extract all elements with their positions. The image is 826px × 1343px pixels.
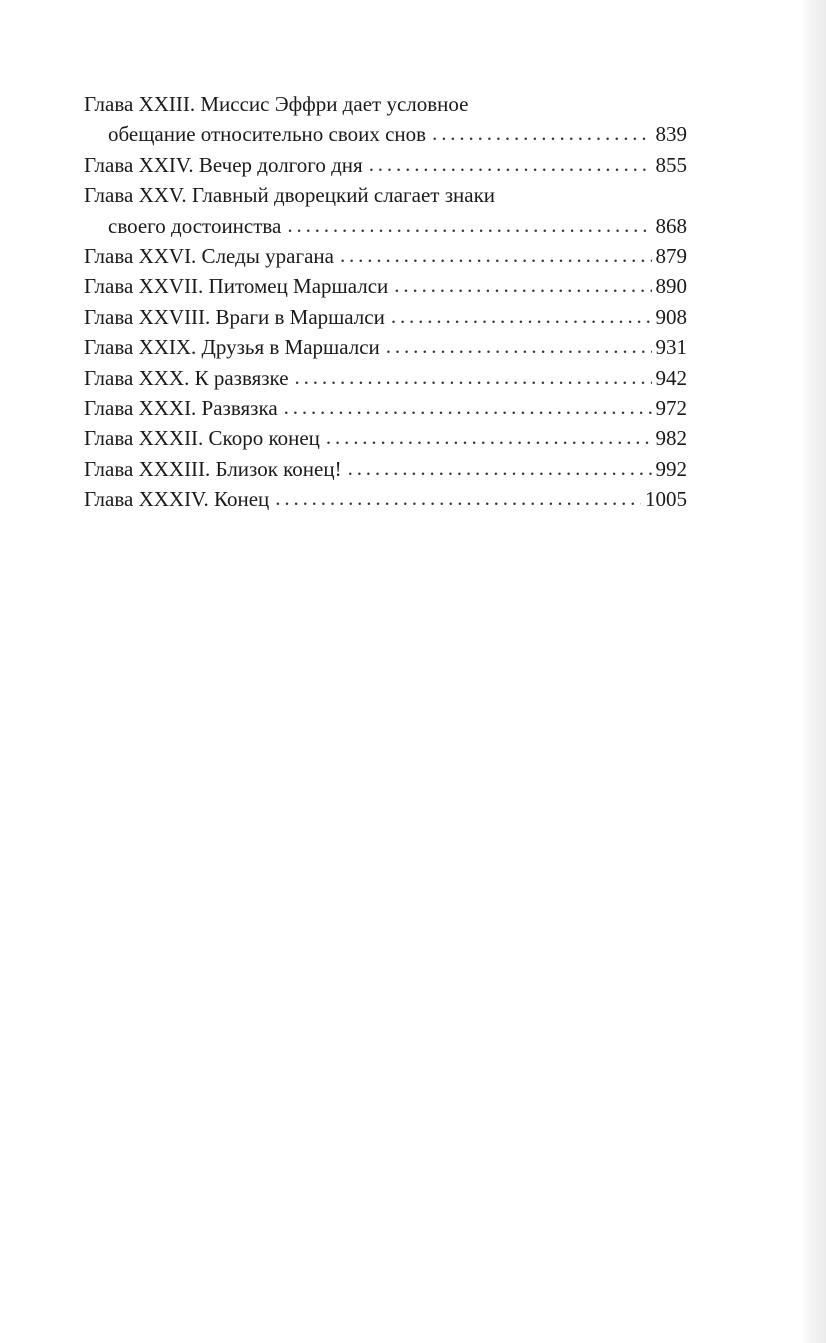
toc-entry-title-line-1: Глава XXIII. Миссис Эффри дает условное xyxy=(84,92,469,116)
dot-leader xyxy=(275,483,641,513)
toc-entry-chapter-24[interactable] xyxy=(84,150,687,180)
toc-entry-title: Глава XXVI. Следы урагана xyxy=(84,244,334,269)
toc-page-number: 839 xyxy=(655,122,687,147)
page-edge-shadow xyxy=(802,0,826,1343)
dot-leader xyxy=(432,118,651,148)
toc-page-number: 868 xyxy=(655,213,687,238)
toc-entry-title: Глава XXVII. Питомец Маршалси xyxy=(84,274,389,299)
toc-page-number: 855 xyxy=(655,152,687,177)
toc-entry-chapter-26[interactable] xyxy=(84,241,687,271)
toc-entry-title: Глава XXXII. Скоро конец xyxy=(84,426,320,451)
toc-page-number: 890 xyxy=(655,274,687,299)
toc-page-number: 908 xyxy=(655,304,687,329)
toc-entry-title-line-1: Глава XXV. Главный дворецкий слагает знаки xyxy=(84,183,496,208)
dot-leader xyxy=(394,270,651,300)
toc-page-number: 982 xyxy=(655,426,687,451)
toc-entry-title: Глава XXXIII. Близок конец! xyxy=(84,456,342,481)
toc-page-number: 972 xyxy=(655,396,687,421)
toc-entry-title: Глава XXIV. Вечер долгого дня xyxy=(84,152,363,177)
toc-entry-title: Глава XXX. К развязке xyxy=(84,365,289,390)
dot-leader xyxy=(326,422,652,452)
dot-leader xyxy=(340,240,652,270)
dot-leader xyxy=(369,149,652,179)
toc-entry-title-line-2: своего достоинства xyxy=(108,213,282,238)
toc-entry-title-line-2: обещание относительно своих снов xyxy=(108,122,427,147)
toc-entry-title: Глава XXXIV. Конец xyxy=(84,487,270,512)
toc-page-number: 1005 xyxy=(645,487,687,512)
toc-entry-title: Глава XXVIII. Враги в Маршалси xyxy=(84,304,385,329)
toc-entry-chapter-27[interactable] xyxy=(84,271,687,301)
toc-entry-chapter-29[interactable] xyxy=(84,332,687,362)
dot-leader xyxy=(386,331,652,361)
toc-entry-chapter-33[interactable] xyxy=(84,454,687,484)
toc-page-number: 879 xyxy=(655,244,687,269)
toc-entry-chapter-31[interactable] xyxy=(84,393,687,423)
toc-entry-chapter-32[interactable] xyxy=(84,423,687,453)
toc-entry-chapter-34[interactable] xyxy=(84,484,687,514)
toc-entry-chapter-28[interactable] xyxy=(84,302,687,332)
toc-entry-chapter-23[interactable] xyxy=(84,89,687,150)
dot-leader xyxy=(287,210,651,240)
toc-page-number: 931 xyxy=(655,335,687,360)
toc-entry-chapter-25[interactable] xyxy=(84,180,687,241)
dot-leader xyxy=(391,301,652,331)
toc-entry-title: Глава XXIX. Друзья в Маршалси xyxy=(84,335,380,360)
dot-leader xyxy=(295,362,652,392)
toc-page-number: 992 xyxy=(655,456,687,481)
toc-page-number: 942 xyxy=(655,365,687,390)
table-of-contents xyxy=(84,89,687,515)
toc-entry-chapter-30[interactable] xyxy=(84,363,687,393)
toc-entry-title: Глава XXXI. Развязка xyxy=(84,396,278,421)
dot-leader xyxy=(348,453,652,483)
dot-leader xyxy=(284,392,652,422)
